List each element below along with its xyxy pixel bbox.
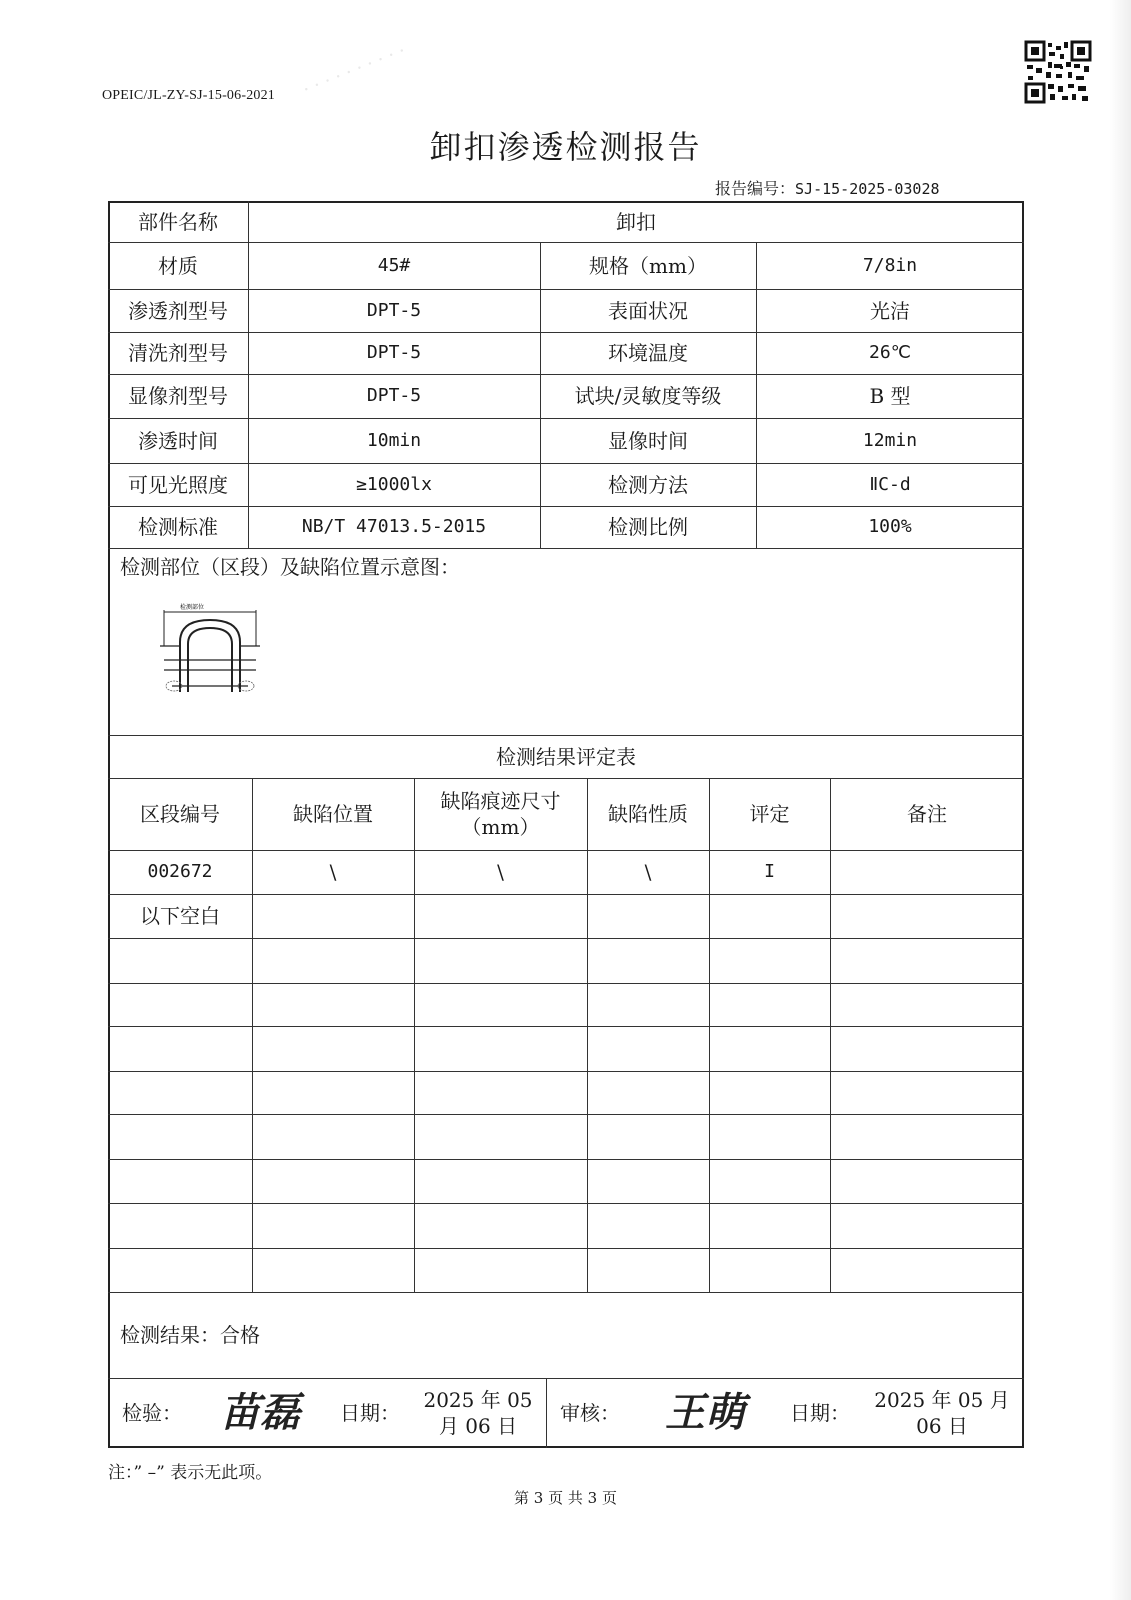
development-time-value: 12min — [862, 429, 918, 451]
col-header-defect-size-unit: （mm） — [461, 815, 540, 839]
shackle-diagram — [160, 600, 260, 700]
table-cell-defect-location: \ — [329, 860, 337, 884]
inspection-date — [410, 1378, 546, 1448]
ratio-value: 100% — [868, 516, 912, 538]
results-title: 检测结果评定表 — [496, 744, 636, 769]
report-number-value: SJ-15-2025-03028 — [795, 180, 940, 198]
table-cell-section-no: 002672 — [147, 861, 213, 883]
method-value: ⅡC-d — [869, 473, 911, 495]
col-header-defect-size — [414, 778, 587, 850]
footnote: 注：” –” 表示无此项。 — [108, 1463, 273, 1483]
conclusion: 检测结果：合格 — [120, 1323, 260, 1347]
method-label: 检测方法 — [608, 472, 688, 497]
material-value: 45# — [377, 254, 411, 276]
col-header-rating: 评定 — [749, 802, 790, 826]
table-cell-defect-nature: \ — [644, 860, 652, 884]
material-label: 材质 — [158, 253, 198, 278]
part-name-label: 部件名称 — [138, 209, 218, 234]
standard-value: NB/T 47013.5-2015 — [301, 516, 487, 538]
report-number — [715, 176, 940, 199]
table-cell-blank-marker: 以下空白 — [140, 904, 220, 928]
surface-condition-value: 光洁 — [870, 298, 910, 323]
penetration-time-value: 10min — [366, 429, 422, 451]
report-number-label: 报告编号： — [715, 179, 796, 198]
illuminance-label: 可见光照度 — [128, 472, 228, 497]
report-title: 卸扣渗透检测报告 — [429, 128, 702, 166]
table-cell-defect-size: \ — [497, 860, 504, 884]
col-header-remarks: 备注 — [907, 802, 947, 826]
test-block-label: 试块/灵敏度等级 — [574, 384, 722, 408]
review-date-line1: 2025 年 05 月 — [874, 1388, 1010, 1412]
document-number: OPEIC/JL-ZY-SJ-15-06-2021 — [102, 88, 275, 103]
col-header-defect-location: 缺陷位置 — [293, 802, 373, 826]
reviewer-label: 审核： — [560, 1401, 620, 1425]
page-number: 第 3 页 共 3 页 — [514, 1489, 617, 1507]
development-time-label: 显像时间 — [608, 428, 688, 453]
test-block-value: B 型 — [869, 384, 911, 408]
inspection-date-line1: 2025 年 05 — [423, 1388, 533, 1412]
illuminance-value: ≥1000lx — [356, 473, 432, 495]
inspector-signature: 苗磊 — [220, 1389, 300, 1436]
col-header-section-no: 区段编号 — [140, 802, 220, 826]
scan-edge — [1110, 0, 1131, 1600]
spec-value: 7/8in — [862, 254, 918, 276]
review-date-line2: 06 日 — [916, 1414, 968, 1438]
table-cell-rating: I — [764, 861, 775, 883]
penetrant-model-value: DPT-5 — [366, 299, 422, 321]
spec-label: 规格（mm） — [589, 253, 707, 278]
ratio-label: 检测比例 — [608, 515, 688, 539]
qr-code-icon — [1024, 40, 1092, 104]
col-header-defect-nature: 缺陷性质 — [608, 802, 688, 826]
diagram-label: 检测部位（区段）及缺陷位置示意图： — [120, 555, 460, 579]
table-cell-remarks — [830, 850, 1024, 894]
standard-label: 检测标准 — [138, 515, 218, 539]
inspection-date-label: 日期： — [340, 1401, 400, 1425]
penetrant-model-label: 渗透剂型号 — [128, 298, 228, 323]
diagram-caption: 检测部位 — [180, 604, 205, 611]
developer-model-value: DPT-5 — [366, 385, 422, 407]
review-date — [860, 1378, 1024, 1448]
cleaner-model-value: DPT-5 — [366, 342, 422, 364]
watermark: · · · · · · · · · · — [300, 40, 409, 101]
surface-condition-label: 表面状况 — [608, 298, 688, 323]
inspector-label: 检验： — [122, 1401, 182, 1425]
ambient-temp-label: 环境温度 — [608, 341, 688, 365]
col-header-defect-size-line1: 缺陷痕迹尺寸 — [440, 789, 561, 813]
review-date-label: 日期： — [790, 1401, 850, 1425]
ambient-temp-value: 26℃ — [869, 342, 911, 364]
inspection-date-line2: 月 06 日 — [438, 1414, 518, 1438]
developer-model-label: 显像剂型号 — [128, 384, 228, 408]
cleaner-model-label: 清洗剂型号 — [128, 341, 228, 365]
reviewer-signature: 王萌 — [665, 1389, 745, 1436]
penetration-time-label: 渗透时间 — [138, 428, 218, 453]
part-name-value: 卸扣 — [616, 209, 656, 234]
